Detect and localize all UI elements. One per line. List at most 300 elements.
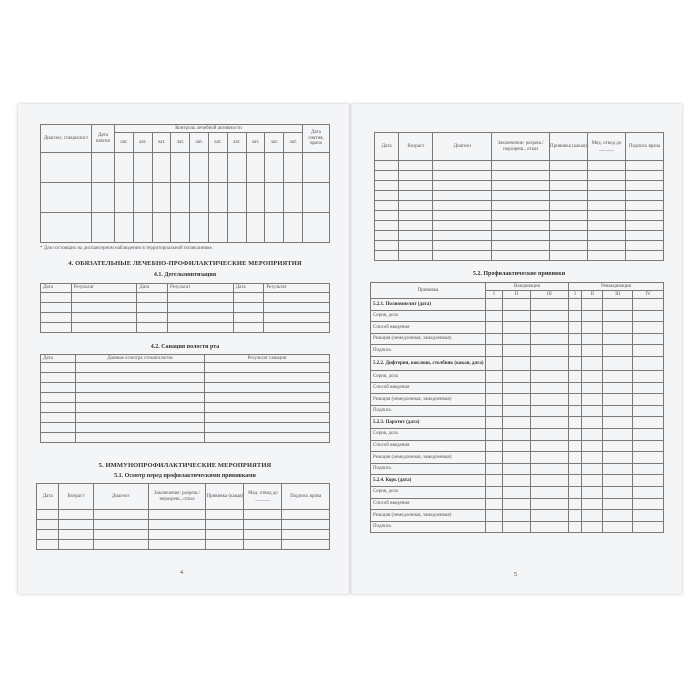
s41-title: 4.1. Дегельминтизация [153, 272, 217, 278]
vaccination-row [371, 333, 664, 345]
s41-col: Результат [71, 284, 137, 293]
table-cell [582, 521, 603, 533]
table-cell [244, 510, 282, 520]
table-cell [486, 510, 503, 522]
revac-subcol: III [603, 291, 633, 299]
table-cell [549, 251, 587, 261]
rt-col: Мед. отвод до ______ [588, 133, 626, 161]
table-cell [632, 521, 663, 533]
table-cell [588, 191, 626, 201]
table-cell [588, 211, 626, 221]
table-cell [530, 521, 568, 533]
table-cell [603, 394, 633, 406]
table-cell [264, 303, 330, 313]
table-cell [625, 181, 663, 191]
footnote: * Для состоящих на диспансерном наблюдении в территориальной поликлинике. [40, 246, 213, 251]
table-cell [93, 510, 148, 520]
table-cell [530, 498, 568, 510]
table-cell [41, 153, 92, 183]
vaccination-row-label: 5.2.1. Полиомиелит (дата) [371, 299, 486, 311]
table-cell [375, 191, 399, 201]
s51-col: Дата [37, 484, 59, 510]
table-cell [568, 463, 581, 475]
s41-col: Результат [168, 284, 234, 293]
table-cell [486, 356, 503, 370]
vaccination-row [371, 521, 664, 533]
table-cell [503, 333, 531, 345]
table-cell [264, 293, 330, 303]
table-cell [603, 333, 633, 345]
vaccination-row-label: Реакция (немедленная, замедленная) [371, 394, 486, 406]
table-cell [492, 181, 549, 191]
table-cell [152, 213, 171, 243]
table-cell [190, 213, 209, 243]
table-cell [603, 440, 633, 452]
page-number-right: 5 [514, 572, 517, 578]
table-cell [568, 370, 581, 382]
table-cell [568, 394, 581, 406]
table-cell [603, 310, 633, 322]
table-cell [433, 181, 492, 191]
table-cell [433, 251, 492, 261]
table-cell [588, 161, 626, 171]
table-cell [503, 510, 531, 522]
table-cell [206, 520, 244, 530]
table-cell [603, 428, 633, 440]
table-cell [93, 520, 148, 530]
table-cell [264, 313, 330, 323]
table-cell [603, 356, 633, 370]
vaccination-row-label: Способ введения [371, 322, 486, 334]
table-cell [92, 153, 115, 183]
table-cell [282, 510, 330, 520]
table-cell [59, 510, 93, 520]
vaccination-row [371, 356, 664, 370]
table-cell [206, 540, 244, 550]
table-cell [375, 171, 399, 181]
table-cell [568, 405, 581, 417]
table-cell [486, 322, 503, 334]
table-cell [603, 463, 633, 475]
table-cell [41, 313, 72, 323]
table-cell [603, 417, 633, 429]
table-cell [284, 213, 303, 243]
s41-col: Дата [233, 284, 264, 293]
table-cell [582, 356, 603, 370]
table-cell [206, 510, 244, 520]
table-cell [503, 394, 531, 406]
control-subcol-label: лат. [115, 133, 134, 153]
table-cell [303, 153, 330, 183]
s52-title: 5.2. Профилактические прививки [472, 271, 566, 277]
table-cell [503, 463, 531, 475]
table-cell [133, 183, 152, 213]
table-cell [71, 323, 137, 333]
table-cell [399, 181, 433, 191]
vaccination-row [371, 370, 664, 382]
table-cell [433, 161, 492, 171]
rt-col: Дата [375, 133, 399, 161]
table-cell [492, 201, 549, 211]
s51-col: Возраст [59, 484, 93, 510]
table-cell [632, 405, 663, 417]
table-cell [492, 171, 549, 181]
table-cell [503, 356, 531, 370]
table-cell [233, 293, 264, 303]
table-cell [375, 241, 399, 251]
table-cell [632, 463, 663, 475]
table-cell [133, 213, 152, 243]
table-cell [503, 452, 531, 464]
table-cell [37, 510, 59, 520]
table-cell [588, 231, 626, 241]
table-cell [632, 428, 663, 440]
table-cell [399, 161, 433, 171]
table-cell [568, 345, 581, 357]
table-cell [530, 486, 568, 498]
table-cell [625, 191, 663, 201]
table-cell [264, 323, 330, 333]
rt-col: Заключение: разреш./неразреш., отказ [492, 133, 549, 161]
table-cell [632, 475, 663, 487]
table-cell [503, 299, 531, 311]
table-cell [530, 463, 568, 475]
table-cell [137, 293, 168, 303]
table-cell [632, 345, 663, 357]
table-cell [115, 183, 134, 213]
vaccination-row-label: 5.2.2. Дифтерия, коклюш, столбняк (какая, дата) [371, 356, 486, 370]
table-cell [503, 486, 531, 498]
vaccination-row [371, 510, 664, 522]
table-cell [582, 333, 603, 345]
table-cell [375, 231, 399, 241]
control-subcol-label: лат. [190, 133, 209, 153]
table-cell [603, 322, 633, 334]
vaccination-row [371, 417, 664, 429]
control-subcol-label: лат. [133, 133, 152, 153]
table-cell [603, 486, 633, 498]
book-gutter [349, 104, 353, 594]
table-cell [492, 221, 549, 231]
table-cell [588, 251, 626, 261]
table-cell [632, 310, 663, 322]
table-cell [568, 498, 581, 510]
table-cell [41, 183, 92, 213]
table-cell [133, 153, 152, 183]
table-cell [582, 405, 603, 417]
table-cell [433, 211, 492, 221]
rt-col: Диагноз [433, 133, 492, 161]
control-subcol-label: лат. [152, 133, 171, 153]
vaccination-row-label: Подпись [371, 463, 486, 475]
table-cell [399, 171, 433, 181]
revac-subcol: II [582, 291, 603, 299]
table-cell [265, 183, 284, 213]
vaccination-row [371, 498, 664, 510]
table-cell [530, 475, 568, 487]
table-cell [632, 356, 663, 370]
table-cell [603, 370, 633, 382]
table-cell [632, 394, 663, 406]
table-cell [603, 382, 633, 394]
oral-sanation-table [40, 354, 330, 443]
vaccination-row [371, 452, 664, 464]
table-cell [244, 540, 282, 550]
deworming-table [40, 283, 330, 333]
table-cell [632, 440, 663, 452]
col-diagnosis: Диагноз, специалист [41, 125, 92, 153]
table-cell [265, 153, 284, 183]
table-cell [568, 382, 581, 394]
vaccination-row [371, 382, 664, 394]
vaccination-row-label: Способ введения [371, 440, 486, 452]
s41-col: Дата [137, 284, 168, 293]
table-cell [486, 428, 503, 440]
table-cell [503, 417, 531, 429]
control-subcol-label: лат. [208, 133, 227, 153]
table-cell [603, 521, 633, 533]
vac-subcol: I [486, 291, 503, 299]
vac-col-revaccination: Ревакцинация [568, 283, 663, 291]
vac-col-label: Прививка [371, 283, 486, 299]
table-cell [568, 310, 581, 322]
table-cell [530, 510, 568, 522]
vaccinations-table [370, 282, 664, 533]
vaccination-row [371, 475, 664, 487]
table-cell [549, 221, 587, 231]
table-cell [433, 201, 492, 211]
table-cell [486, 310, 503, 322]
vaccination-row [371, 486, 664, 498]
table-cell [568, 428, 581, 440]
table-cell [582, 440, 603, 452]
table-cell [603, 510, 633, 522]
table-cell [503, 345, 531, 357]
table-cell [227, 153, 246, 183]
table-cell [486, 405, 503, 417]
table-cell [549, 211, 587, 221]
table-cell [433, 171, 492, 181]
table-cell [530, 333, 568, 345]
table-cell [632, 486, 663, 498]
table-cell [486, 498, 503, 510]
table-cell [632, 417, 663, 429]
table-cell [530, 382, 568, 394]
table-cell [37, 520, 59, 530]
table-cell [399, 241, 433, 251]
table-cell [582, 417, 603, 429]
table-cell [530, 322, 568, 334]
table-cell [41, 213, 92, 243]
table-cell [303, 183, 330, 213]
table-cell [206, 530, 244, 540]
table-cell [115, 153, 134, 183]
table-cell [71, 293, 137, 303]
table-cell [549, 161, 587, 171]
table-cell [492, 241, 549, 251]
table-cell [486, 521, 503, 533]
table-cell [171, 153, 190, 183]
table-cell [582, 498, 603, 510]
table-cell [303, 213, 330, 243]
table-cell [492, 211, 549, 221]
vaccination-row-label: Серия, доза [371, 486, 486, 498]
table-cell [530, 417, 568, 429]
table-cell [625, 211, 663, 221]
table-cell [603, 452, 633, 464]
control-subcol-label: лат. [265, 133, 284, 153]
table-cell [588, 181, 626, 191]
table-cell [632, 510, 663, 522]
table-cell [582, 486, 603, 498]
s42-col-date: Дата [41, 355, 76, 363]
table-cell [284, 153, 303, 183]
table-cell [71, 303, 137, 313]
vaccination-row-label: Серия, доза [371, 310, 486, 322]
table-cell [486, 299, 503, 311]
table-cell [582, 310, 603, 322]
table-cell [530, 345, 568, 357]
vaccination-row [371, 345, 664, 357]
table-cell [282, 540, 330, 550]
rt-col: Прививка (какая) [549, 133, 587, 161]
table-cell [93, 530, 148, 540]
table-cell [568, 510, 581, 522]
table-cell [530, 428, 568, 440]
table-cell [625, 241, 663, 251]
table-cell [632, 299, 663, 311]
revac-subcol: I [568, 291, 581, 299]
table-cell [603, 498, 633, 510]
table-cell [603, 405, 633, 417]
table-cell [190, 153, 209, 183]
table-cell [503, 498, 531, 510]
table-cell [625, 221, 663, 231]
vaccination-row-label: 5.2.4. Корь (дата) [371, 475, 486, 487]
table-cell [375, 161, 399, 171]
table-cell [433, 191, 492, 201]
table-cell [486, 452, 503, 464]
table-cell [530, 394, 568, 406]
table-cell [492, 191, 549, 201]
table-cell [433, 231, 492, 241]
table-cell [549, 171, 587, 181]
table-cell [152, 153, 171, 183]
vaccination-row [371, 310, 664, 322]
table-cell [530, 299, 568, 311]
table-cell [152, 183, 171, 213]
table-cell [486, 486, 503, 498]
table-cell [582, 370, 603, 382]
table-cell [486, 475, 503, 487]
table-cell [503, 382, 531, 394]
table-cell [588, 201, 626, 211]
s42-col-result: Результат санации [205, 355, 330, 363]
table-cell [168, 303, 234, 313]
table-cell [530, 405, 568, 417]
table-cell [208, 183, 227, 213]
rt-col: Подпись врача [625, 133, 663, 161]
pre-vaccination-exam-table [36, 483, 330, 550]
table-cell [588, 221, 626, 231]
vaccination-row [371, 322, 664, 334]
table-cell [632, 333, 663, 345]
s51-col: Диагноз [93, 484, 148, 510]
vaccination-row-label: Способ введения [371, 382, 486, 394]
s51-title: 5.1. Осмотр перед профилактическими прививками [114, 473, 256, 479]
table-cell [530, 452, 568, 464]
page-number-left: 4 [180, 570, 183, 576]
table-cell [137, 313, 168, 323]
table-cell [492, 231, 549, 241]
table-cell [503, 322, 531, 334]
table-cell [284, 183, 303, 213]
table-cell [433, 241, 492, 251]
vac-col-vaccination: Вакцинация [486, 283, 569, 291]
table-cell [530, 440, 568, 452]
control-subcol-label: лат. [284, 133, 303, 153]
table-cell [92, 183, 115, 213]
treatment-control-table [40, 124, 330, 243]
vac-subcol: II [503, 291, 531, 299]
vaccination-row-label: Реакция (немедленная, замедленная) [371, 333, 486, 345]
table-cell [168, 323, 234, 333]
table-cell [530, 310, 568, 322]
table-cell [375, 251, 399, 261]
table-cell [282, 530, 330, 540]
table-cell [41, 293, 72, 303]
table-cell [625, 171, 663, 181]
vac-subcol: III [530, 291, 568, 299]
table-cell [486, 370, 503, 382]
table-cell [625, 251, 663, 261]
s51-col: Мед. отвод до ______ [244, 484, 282, 510]
table-cell [530, 370, 568, 382]
table-cell [588, 171, 626, 181]
table-cell [171, 213, 190, 243]
table-cell [582, 475, 603, 487]
table-cell [399, 211, 433, 221]
table-cell [233, 313, 264, 323]
table-cell [399, 201, 433, 211]
col-control: Контроль лечебной активности [115, 125, 303, 133]
table-cell [632, 370, 663, 382]
table-cell [568, 322, 581, 334]
vaccination-row-label: Реакция (немедленная, замедленная) [371, 452, 486, 464]
table-cell [486, 417, 503, 429]
table-cell [568, 452, 581, 464]
table-cell [582, 394, 603, 406]
table-cell [41, 303, 72, 313]
s41-col: Результат [264, 284, 330, 293]
table-cell [503, 521, 531, 533]
table-cell [375, 181, 399, 191]
table-cell [59, 520, 93, 530]
table-cell [549, 191, 587, 201]
table-cell [265, 213, 284, 243]
table-cell [148, 520, 206, 530]
table-cell [375, 201, 399, 211]
table-cell [115, 213, 134, 243]
table-cell [568, 486, 581, 498]
table-cell [625, 201, 663, 211]
rt-col: Возраст [399, 133, 433, 161]
table-cell [582, 463, 603, 475]
table-cell [282, 520, 330, 530]
table-cell [632, 452, 663, 464]
vaccination-row-label: 5.2.3. Паротит (дата) [371, 417, 486, 429]
table-cell [582, 452, 603, 464]
